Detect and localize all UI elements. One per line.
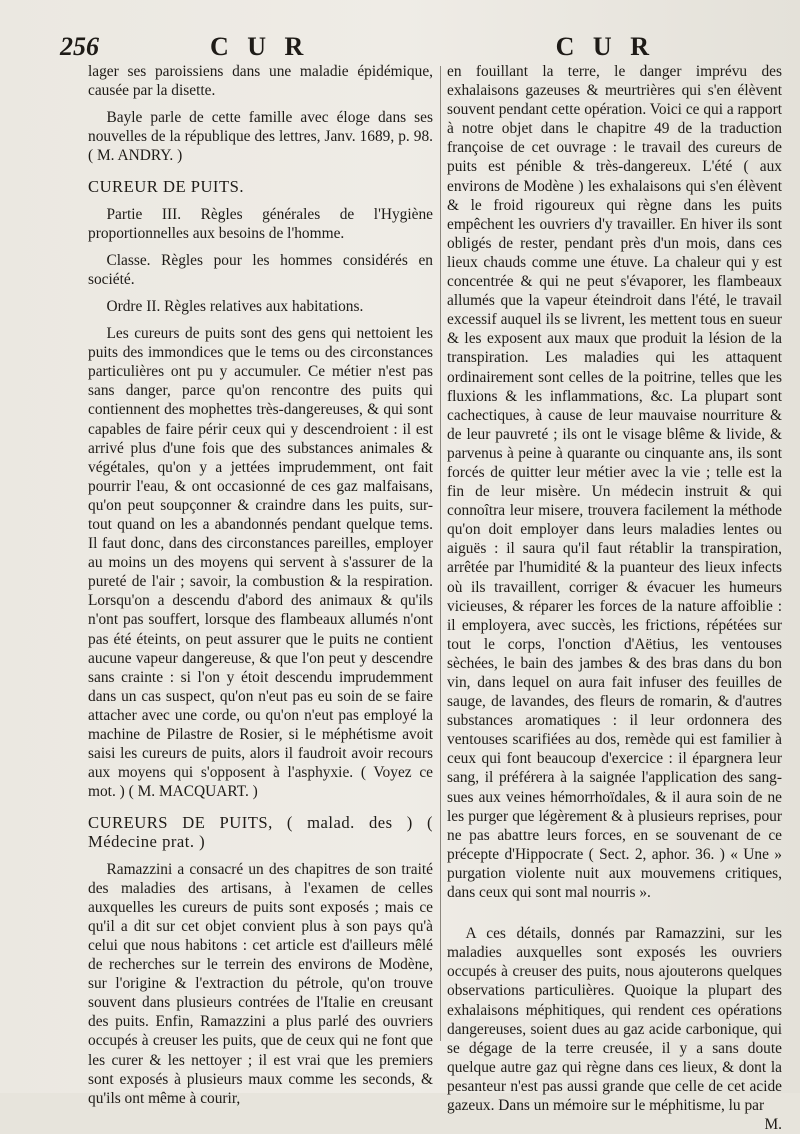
catchword: M. [764,1116,782,1134]
article-heading: CUREURS DE PUITS, ( malad. des ) ( Médecine prat. ) [88,813,433,852]
article-heading: CUREUR DE PUITS. [88,177,244,197]
paragraph: A ces détails, donnés par Ramazzini, sur les maladies auxquelles sont exposés les ouvriers occupés à creuser des puits, nous ajouterons quelques observations particulières. Quoique la plupart des exhalaisons méphitiques, qui rendent ces opérations dangereuses, soient dues au gaz acide carbonique, qui se dégage de la terre creusée, il y a sans doute quelque autre gaz qui règne dans ces lieux, & dont la pesanteur n'est pas aussi grande que celle de cet acide gazeux. Dans un mémoire sur le méphitisme, lu par [447,925,782,1114]
paragraph: Bayle parle de cette famille avec éloge dans ses nouvelles de la république des lettres, Janv. 1689, p. 98. ( M. ANDRY. ) [88,109,433,165]
column-divider [440,66,441,1041]
classification-line: Classe. Règles pour les hommes considérés en société. [88,251,433,288]
right-column [447,62,782,1134]
paragraph: Ramazzini a consacré un des chapitres de son traité des maladies des artisans, à l'examen de celles auxquelles les cureurs de puits sont exposés ; mais ce qu'il a dit sur cet objet convient plus à son pays qu'à celui que nous habitons : cet article est d'ailleurs mêlé de recherches sur le terrein des environs de Modène, sur l'origine & l'extraction du pétrole, qu'on trouve souvent dans plusieurs contrées de l'Italie en creusant des puits. Enfin, Ramazzini a plus parlé des ouvriers occupés à creuser les puits, que de ceux qui ne font que les curer & les nettoyer ; il est vrai que les premiers sont exposés à plusieurs maux comme les seconds, & qu'ils ont même à courir, [88,860,433,1107]
classification-line: Partie III. Règles générales de l'Hygiène proportionnelles aux besoins de l'homme. [88,205,433,242]
running-title-right: C U R [555,32,655,61]
continued-paragraph: en fouillant la terre, le danger imprévu des exhalaisons gazeuses & meurtrières qui s'en élèvent souvent pendant cette opération. Voici ce qui a rapport à notre objet dans le chapitre 49 de la traduction françoise de cet ouvrage : le travail des cureurs de puits est pénible & très-dangereux. L'été ( aux environs de Modène ) les exhalaisons qui s'en élèvent & le froid rigoureux qui règne dans les puits empêchent les ouvriers d'y travailler. En hiver ils sont obligés de rester, pendant près d'un mois, dans ces lieux chauds comme une étuve. La chaleur qui y est concentrée & qui ne peut s'évaporer, les flambeaux allumés que la vapeur éteindroit dans l'été, le travail excessif auquel ils se livrent, les mettent tous en sueur & les exposent aux maux que produit la lésion de la transpiration. Les maladies qui les attaquent ordinairement sont celles de la poitrine, telles que les fluxions & les inflammations, &c. La plupart sont cachectiques, à cause de leur mauvaise nourriture & de leur pauvreté ; ils ont le visage blême & livide, & parvenus à peine à quarante ou cinquante ans, ils sont forcés de quitter leur métier avec la vie ; telle est la fin de leur misère. Un médecin instruit & qui connoîtra leur misere, trouvera facilement la méthode qu'on doit employer dans leurs maladies lentes ou aiguës : il saura qu'il faut rétablir la transpiration, arrêtée par l'humidité & la puanteur des lieux infects où ils travaillent, corriger & évacuer les humeurs vicieuses, & réparer les forces de la nature affoiblie : il employera, avec succès, les frictions, répétées sur tout le corps, l'onction d'Aëtius, les ventouses sèchées, le bain des jambes & des bras dans du bon vin, dans lequel on aura fait infuser des feuilles de sauge, de lavandes, des fleurs de romarin, & d'autres substances aromatiques : il leur ordonnera des ventouses scarifiées au dos, remède qui est familier à ceux qui font beaucoup d'exercice : il épargnera leur sang, il préférera à la saignée l'application des sang-sues aux veines hémorrhoïdales, & il aura soin de ne les purger que légèrement & à plusieurs reprises, pour ne pas abattre leurs forces, en se souvenant de ce précepte d'Hippocrate ( Sect. 2, aphor. 36. ) « Une » purgation violente nuit aux mouvemens critiques, dans ceux qui sont mal nourris ». [447,63,782,902]
continued-paragraph: lager ses paroissiens dans une maladie épidémique, causée par la disette. [88,63,433,100]
running-title-left: C U R [210,32,310,61]
classification-line: Ordre II. Règles relatives aux habitations. [106,297,364,315]
paragraph: Les cureurs de puits sont des gens qui nettoient les puits des immondices que le tems ou des circonstances particulières ont pu y accumuler. Ce métier n'est pas sans danger, parce qu'on rencontre des puits qui contiennent des mophettes très-dangereuses, & qui sont capables de faire périr ceux qui y descendroient : il est arrivé plus d'une fois que des substances animales & végétales, qu'on y a jettées imprudemment, ont fait pourrir l'eau, & ont occasionné de ces gaz malfaisans, qu'on peut soupçonner & craindre dans les puits, sur-tout quand on les a abandonnés pendant quelque tems. Il faut donc, dans des circonstances pareilles, employer au moins un des moyens qui servent à s'assurer de la pureté de l'air ; savoir, la combustion & la respiration. Lorsqu'on a descendu d'abord des animaux & qu'ils n'ont pas souffert, lorsque des flambeaux allumés n'ont pas été éteints, on peut assurer que le puits ne contient aucune vapeur dangereuse, & que l'on peut y descendre sans crainte : si l'on y étoit descendu imprudemment dans un cas suspect, qu'on n'eut pas eu soin de se faire attacher avec une corde, ou qu'on n'eut pas employé la machine de Pilastre de Rosier, si le méphétisme avoit saisi les cureurs de puits, alors il faudroit avoir recours aux moyens qui s'opposent à l'asphyxie. ( Voyez ce mot. ) ( M. MACQUART. ) [88,325,433,801]
page-number: 256 [60,32,99,61]
left-column [88,62,433,1108]
